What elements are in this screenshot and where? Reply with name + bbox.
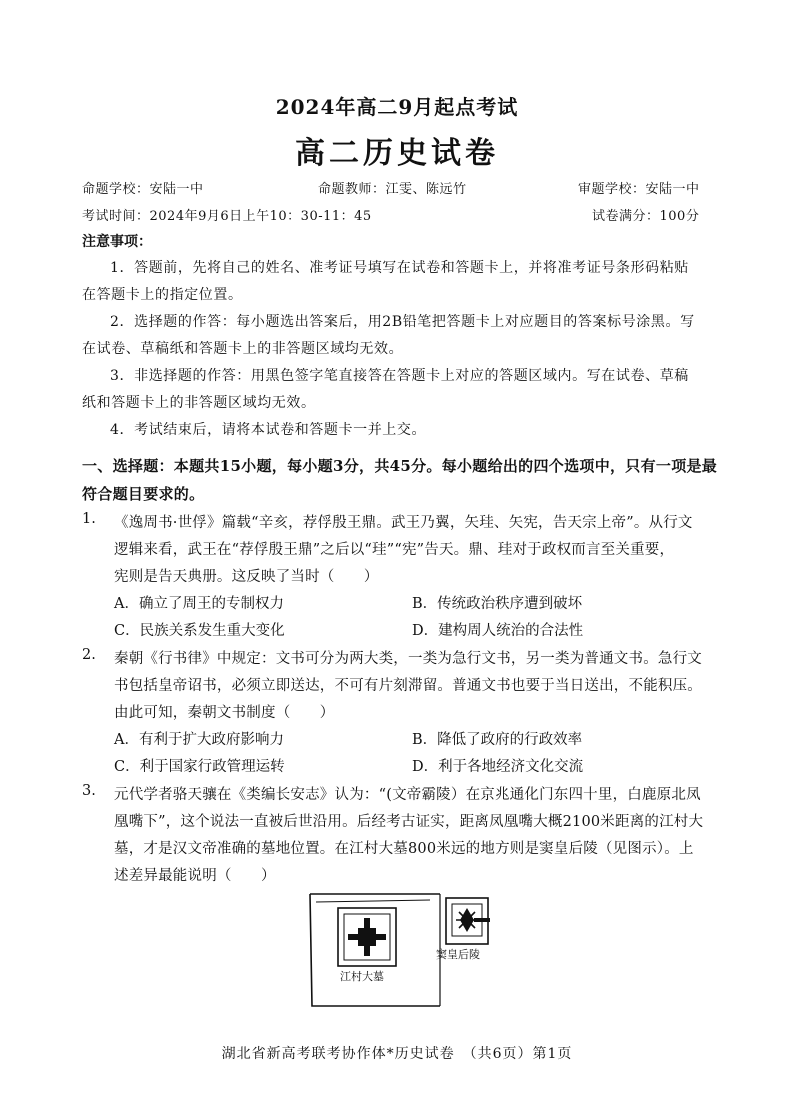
question-3-line-2: 凰嘴下”，这个说法一直被后世沿用。后经考古证实，距离凤凰嘴大概2100米距离的江村大 xyxy=(114,814,704,830)
label-jiangcun-tomb: 江村大墓 xyxy=(340,970,384,983)
full-score: 试卷满分：100分 xyxy=(592,209,700,224)
empress-dou-tomb-ramp xyxy=(474,918,490,922)
exam-time: 考试时间：2024年9月6日上午10：30-11：45 xyxy=(82,209,372,224)
review-school: 审题学校：安陆一中 xyxy=(578,182,700,197)
site-boundary-inner xyxy=(316,900,430,902)
notes-heading: 注意事项： xyxy=(82,234,152,250)
question-2-line-3: 由此可知，秦朝文书制度（ ） xyxy=(114,705,335,721)
note-1-line-2: 在答题卡上的指定位置。 xyxy=(82,287,243,303)
label-empress-dou-tomb: 窦皇后陵 xyxy=(436,948,480,961)
paper-title: 高二历史试卷 xyxy=(295,136,499,171)
jiangcun-tomb-ramp-ew xyxy=(348,934,386,940)
note-1-line-1: 1．答题前，先将自己的姓名、准考证号填写在试卷和答题卡上，并将准考证号条形码粘贴 xyxy=(110,260,689,276)
note-3-line-2: 纸和答题卡上的非答题区域均无效。 xyxy=(82,395,316,411)
question-2-number: 2. xyxy=(82,647,96,663)
question-2-option-a: A．有利于扩大政府影响力 xyxy=(114,732,284,748)
question-2-line-2: 书包括皇帝诏书，必须立即送达，不可有片刻滞留。普通文书也要于当日送出，不能积压。 xyxy=(114,678,702,694)
question-2-option-d: D．利于各地经济文化交流 xyxy=(412,759,584,775)
note-2-line-2: 在试卷、草稿纸和答题卡上的非答题区域均无效。 xyxy=(82,341,404,357)
page-footer: 湖北省新高考联考协作体*历史试卷 （共6页）第1页 xyxy=(221,1046,573,1062)
question-1-line-3: 宪则是告天典册。这反映了当时（ ） xyxy=(114,569,379,585)
question-1-option-b: B．传统政治秩序遭到破坏 xyxy=(412,596,583,612)
setter-school: 命题学校：安陆一中 xyxy=(82,182,204,197)
question-1-option-d: D．建构周人统治的合法性 xyxy=(412,623,584,639)
question-1-line-2: 逻辑来看，武王在“荐俘殷王鼎”之后以“珪”“宪”告天。鼎、珪对于政权而言至关重要， xyxy=(114,542,675,558)
exam-name: 2024年高二9月起点考试 xyxy=(275,95,519,119)
question-2-line-1: 秦朝《行书律》中规定：文书可分为两大类，一类为急行文书，另一类为普通文书。急行文 xyxy=(114,651,702,667)
question-1-option-a: A．确立了周王的专制权力 xyxy=(114,596,284,612)
question-3-line-4: 述差异最能说明（ ） xyxy=(114,868,276,884)
question-2-option-c: C．利于国家行政管理运转 xyxy=(114,759,285,775)
note-2-line-1: 2．选择题的作答：每小题选出答案后，用2B铅笔把答题卡上对应题目的答案标号涂黑。写 xyxy=(110,314,695,330)
section-1-instructions-line-1: 一、选择题：本题共15小题，每小题3分，共45分。每小题给出的四个选项中，只有一项是最 xyxy=(82,457,718,475)
site-boundary xyxy=(310,894,440,1006)
section-1-instructions-line-2: 符合题目要求的。 xyxy=(82,485,205,503)
tomb-site-map xyxy=(300,888,496,1014)
setter-teachers: 命题教师：江雯、陈远竹 xyxy=(318,182,467,197)
question-2-option-b: B．降低了政府的行政效率 xyxy=(412,732,583,748)
question-1-number: 1. xyxy=(82,511,96,527)
question-3-line-3: 墓，才是汉文帝准确的墓地位置。在江村大墓800米远的地方则是窦皇后陵（见图示）。上 xyxy=(114,841,694,857)
question-3-line-1: 元代学者骆天骧在《类编长安志》认为：“(文帝霸陵）在京兆通化门东四十里，白鹿原北凤 xyxy=(114,787,701,803)
note-4: 4．考试结束后，请将本试卷和答题卡一并上交。 xyxy=(110,422,427,438)
question-1-line-1: 《逸周书·世俘》篇载“辛亥，荐俘殷王鼎。武王乃翼，矢珪、矢宪，告天宗上帝”。从行文 xyxy=(114,515,693,531)
note-3-line-1: 3．非选择题的作答：用黑色签字笔直接答在答题卡上对应的答题区域内。写在试卷、草稿 xyxy=(110,368,689,384)
question-1-option-c: C．民族关系发生重大变化 xyxy=(114,623,285,639)
question-3-number: 3. xyxy=(82,783,96,799)
